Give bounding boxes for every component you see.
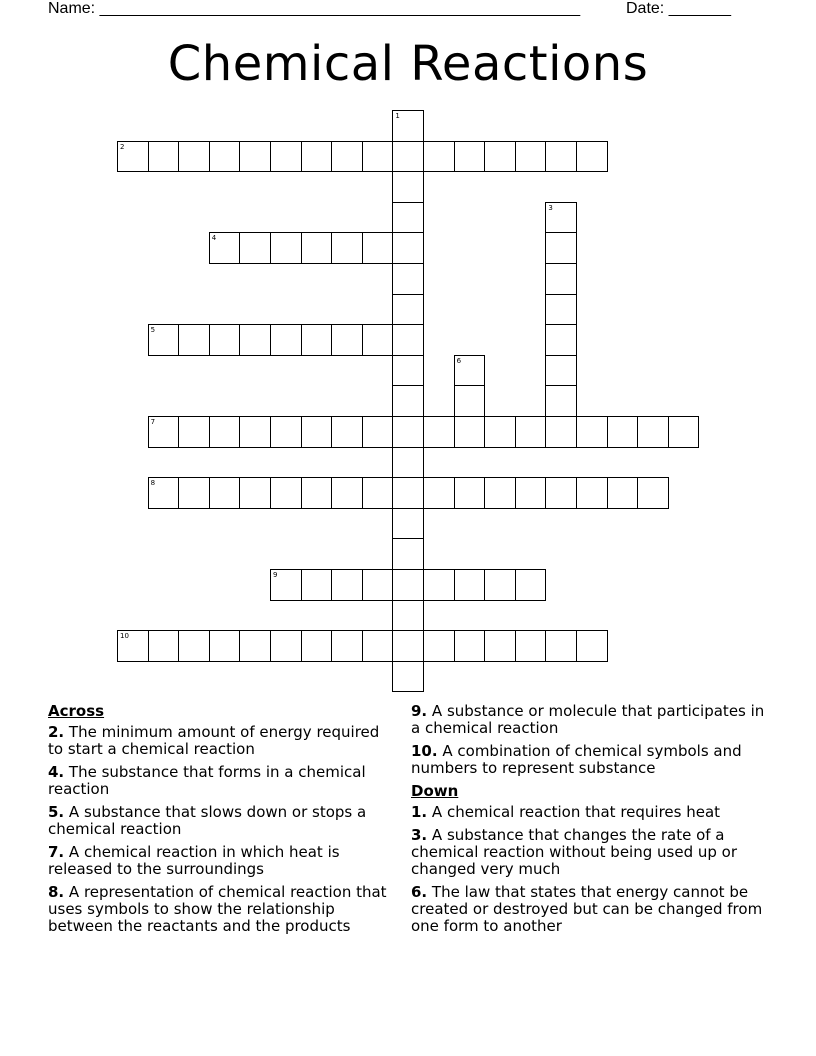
grid-cell[interactable]	[545, 141, 577, 173]
grid-cell[interactable]	[209, 324, 241, 356]
grid-cell[interactable]	[392, 232, 424, 264]
grid-cell[interactable]	[178, 141, 210, 173]
grid-cell[interactable]	[117, 630, 149, 662]
grid-cell[interactable]	[392, 416, 424, 448]
grid-cell[interactable]	[423, 630, 455, 662]
grid-cell[interactable]	[515, 477, 547, 509]
grid-cell[interactable]	[362, 477, 394, 509]
grid-cell[interactable]	[576, 416, 608, 448]
grid-cell[interactable]	[209, 477, 241, 509]
cell-number: 1	[395, 112, 400, 120]
grid-cell[interactable]	[301, 232, 333, 264]
clue-down-3	[411, 827, 776, 878]
grid-cell[interactable]	[178, 416, 210, 448]
grid-cell[interactable]	[301, 141, 333, 173]
name-field[interactable]: Name: ______________________________________________________	[48, 0, 581, 17]
clue-text: A combination of chemical symbols and numbers to represent substance	[411, 742, 742, 777]
grid-cell[interactable]	[148, 416, 180, 448]
grid-cell[interactable]	[392, 355, 424, 387]
grid-cell[interactable]	[484, 141, 516, 173]
grid-cell[interactable]	[117, 141, 149, 173]
grid-cell[interactable]	[239, 630, 271, 662]
clue-text: A substance or molecule that participates in a chemical reaction	[411, 702, 765, 737]
grid-cell[interactable]	[545, 232, 577, 264]
grid-cell[interactable]	[270, 416, 302, 448]
grid-cell[interactable]	[239, 477, 271, 509]
grid-cell[interactable]	[454, 355, 486, 387]
grid-cell[interactable]	[545, 294, 577, 326]
grid-cell[interactable]	[515, 416, 547, 448]
grid-cell[interactable]	[392, 538, 424, 570]
grid-cell[interactable]	[607, 477, 639, 509]
grid-cell[interactable]	[484, 416, 516, 448]
grid-cell[interactable]	[392, 141, 424, 173]
grid-cell[interactable]	[423, 416, 455, 448]
cell-number: 9	[273, 571, 278, 579]
cell-number: 2	[120, 142, 125, 151]
grid-cell[interactable]	[331, 569, 363, 601]
grid-cell[interactable]	[392, 630, 424, 662]
clue-text: A substance that slows down or stops a chemical reaction	[48, 803, 367, 838]
clue-number: 9.	[411, 702, 428, 720]
grid-cell[interactable]	[148, 630, 180, 662]
grid-cell[interactable]	[270, 477, 302, 509]
grid-cell[interactable]	[239, 416, 271, 448]
grid-cell[interactable]	[576, 141, 608, 173]
clue-across-2	[48, 724, 398, 758]
clue-down-6	[411, 884, 776, 935]
grid-cell[interactable]	[178, 630, 210, 662]
grid-cell[interactable]	[392, 477, 424, 509]
clue-across-4	[48, 764, 398, 798]
grid-cell[interactable]	[270, 630, 302, 662]
grid-cell[interactable]	[270, 232, 302, 264]
grid-cell[interactable]	[331, 630, 363, 662]
clue-across-9	[411, 703, 776, 737]
grid-cell[interactable]	[454, 630, 486, 662]
grid-cell[interactable]	[392, 661, 424, 693]
grid-cell[interactable]	[331, 232, 363, 264]
grid-cell[interactable]	[637, 477, 669, 509]
grid-cell[interactable]	[301, 569, 333, 601]
grid-cell[interactable]	[392, 508, 424, 540]
grid-cell[interactable]	[515, 630, 547, 662]
grid-cell[interactable]	[668, 416, 700, 448]
cell-number: 3	[548, 203, 553, 212]
clue-text: A representation of chemical reaction that uses symbols to show the relationship between the reactants and the products	[48, 883, 387, 935]
clue-number: 5.	[48, 803, 65, 821]
grid-cell[interactable]	[545, 355, 577, 387]
page-title: Chemical Reactions	[167, 36, 649, 92]
grid-cell[interactable]	[545, 202, 577, 234]
clue-number: 2.	[48, 723, 65, 741]
grid-cell[interactable]	[545, 385, 577, 417]
grid-cell[interactable]	[178, 324, 210, 356]
grid-cell[interactable]	[515, 141, 547, 173]
grid-cell[interactable]	[607, 416, 639, 448]
down-heading: Down	[411, 782, 459, 800]
grid-cell[interactable]	[392, 294, 424, 326]
grid-cell[interactable]	[270, 324, 302, 356]
cell-number: 10	[120, 632, 129, 641]
grid-cell[interactable]	[331, 416, 363, 448]
grid-cell[interactable]	[239, 232, 271, 264]
grid-cell[interactable]	[423, 569, 455, 601]
cell-number: 5	[150, 326, 156, 335]
grid-cell[interactable]	[209, 232, 241, 264]
grid-cell[interactable]	[148, 141, 180, 173]
cell-number: 6	[456, 356, 462, 365]
clue-number: 6.	[411, 883, 428, 901]
clue-text: A chemical reaction that requires heat	[431, 803, 721, 821]
grid-cell[interactable]	[392, 171, 424, 203]
grid-cell[interactable]	[148, 324, 180, 356]
grid-cell[interactable]	[484, 569, 516, 601]
clue-across-5	[48, 804, 398, 838]
clue-number: 7.	[48, 843, 65, 861]
grid-cell[interactable]	[362, 232, 394, 264]
clue-across-7	[48, 844, 398, 878]
clue-number: 3.	[411, 826, 428, 844]
grid-cell[interactable]	[178, 477, 210, 509]
grid-cell[interactable]	[239, 324, 271, 356]
grid-cell[interactable]	[423, 477, 455, 509]
grid-cell[interactable]	[454, 477, 486, 509]
grid-cell[interactable]	[484, 477, 516, 509]
grid-cell[interactable]	[392, 110, 424, 142]
grid-cell[interactable]	[545, 477, 577, 509]
grid-cell[interactable]	[331, 141, 363, 173]
grid-cell[interactable]	[362, 324, 394, 356]
grid-cell[interactable]	[576, 477, 608, 509]
grid-cell[interactable]	[301, 324, 333, 356]
clue-text: The law that states that energy cannot be created or destroyed but can be changed from one form to another	[411, 883, 763, 935]
grid-cell[interactable]	[392, 202, 424, 234]
clue-text: A chemical reaction in which heat is released to the surroundings	[48, 843, 340, 878]
grid-cell[interactable]	[362, 569, 394, 601]
grid-cell[interactable]	[209, 630, 241, 662]
clue-number: 4.	[48, 763, 65, 781]
grid-cell[interactable]	[331, 324, 363, 356]
grid-cell[interactable]	[239, 141, 271, 173]
clue-across-10	[411, 743, 776, 777]
clue-across-8	[48, 884, 398, 935]
grid-cell[interactable]	[423, 141, 455, 173]
grid-cell[interactable]	[545, 324, 577, 356]
grid-cell[interactable]	[545, 630, 577, 662]
grid-cell[interactable]	[515, 569, 547, 601]
grid-cell[interactable]	[301, 416, 333, 448]
grid-cell[interactable]	[209, 416, 241, 448]
across-heading: Across	[48, 702, 105, 720]
grid-cell[interactable]	[362, 141, 394, 173]
grid-cell[interactable]	[392, 324, 424, 356]
cell-number: 7	[150, 418, 156, 426]
clue-down-1	[411, 804, 776, 821]
grid-cell[interactable]	[331, 477, 363, 509]
grid-cell[interactable]	[270, 569, 302, 601]
clues-right-column	[411, 703, 776, 941]
clue-text: The minimum amount of energy required to start a chemical reaction	[48, 723, 380, 758]
clue-number: 1.	[411, 803, 428, 821]
grid-cell[interactable]	[392, 263, 424, 295]
date-field[interactable]: Date: _______	[626, 0, 731, 17]
grid-cell[interactable]	[454, 569, 486, 601]
cell-number: 8	[150, 479, 156, 488]
grid-cell[interactable]	[270, 141, 302, 173]
grid-cell[interactable]	[362, 630, 394, 662]
grid-cell[interactable]	[209, 141, 241, 173]
clue-text: The substance that forms in a chemical reaction	[48, 763, 366, 798]
grid-cell[interactable]	[301, 477, 333, 509]
grid-cell[interactable]	[454, 141, 486, 173]
clue-text: A substance that changes the rate of a chemical reaction without being used up or changed very much	[411, 826, 737, 878]
clue-number: 8.	[48, 883, 65, 901]
grid-cell[interactable]	[362, 416, 394, 448]
clue-number: 10.	[411, 742, 438, 760]
grid-cell[interactable]	[454, 385, 486, 417]
grid-cell[interactable]	[392, 447, 424, 479]
grid-cell[interactable]	[576, 630, 608, 662]
grid-cell[interactable]	[301, 630, 333, 662]
grid-cell[interactable]	[545, 416, 577, 448]
grid-cell[interactable]	[392, 385, 424, 417]
cell-number: 4	[211, 234, 217, 243]
grid-cell[interactable]	[454, 416, 486, 448]
grid-cell[interactable]	[148, 477, 180, 509]
clues-left-column	[48, 703, 398, 941]
grid-cell[interactable]	[392, 569, 424, 601]
grid-cell[interactable]	[637, 416, 669, 448]
grid-cell[interactable]	[545, 263, 577, 295]
grid-cell[interactable]	[484, 630, 516, 662]
grid-cell[interactable]	[392, 600, 424, 632]
